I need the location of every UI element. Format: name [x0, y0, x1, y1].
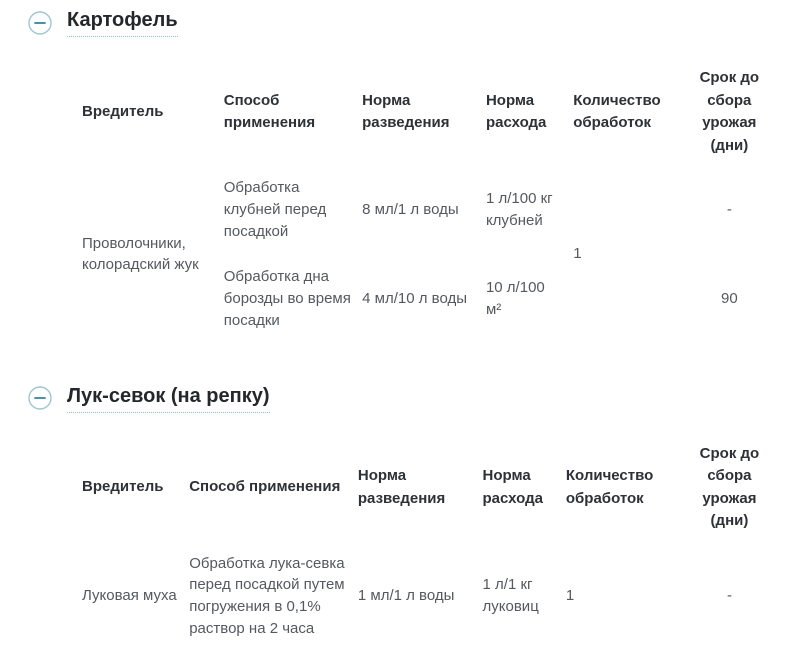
section-potato [28, 8, 776, 344]
col-header-treatments: Количество обработок [565, 467, 654, 507]
onion-pest-table [82, 435, 776, 652]
col-header-days: Срок до сбора урожая (дни) [699, 444, 760, 529]
cell-pest: Проволочники, колорадский жук [82, 234, 199, 274]
col-header-method: Способ применения [223, 91, 316, 131]
col-header-treatments: Количество обработок [573, 91, 661, 131]
cell-dilution: 8 мл/1 л воды [362, 200, 459, 218]
cell-days: - [726, 200, 732, 218]
cell-consumption: 1 л/100 кг клубней [485, 189, 553, 229]
col-header-consumption: Норма расхода [485, 91, 547, 131]
cell-method: Обработка клубней перед посадкой [223, 179, 327, 240]
section-header [28, 8, 776, 37]
section-title-onion[interactable]: Лук-севок (на репку) [67, 384, 270, 413]
cell-consumption: 10 л/100 м² [485, 279, 545, 318]
col-header-method: Способ применения [189, 478, 341, 496]
section-header [28, 384, 776, 413]
cell-pest: Луковая муха [82, 587, 177, 605]
cell-days: - [726, 587, 732, 605]
col-header-pest: Вредитель [82, 478, 164, 496]
table-row [82, 541, 776, 652]
section-title-potato[interactable]: Картофель [67, 8, 178, 37]
table-header-row [82, 59, 776, 165]
potato-pest-table [82, 59, 776, 344]
col-header-days: Срок до сбора урожая (дни) [699, 69, 760, 154]
col-header-pest: Вредитель [82, 102, 164, 120]
minus-circle-icon [28, 11, 52, 35]
minus-circle-icon [28, 386, 52, 410]
cell-treatments: 1 [565, 587, 575, 605]
collapse-toggle-button[interactable] [28, 386, 52, 410]
collapse-toggle-button[interactable] [28, 11, 52, 35]
cell-dilution: 1 мл/1 л воды [357, 587, 455, 605]
col-header-dilution: Норма разведения [362, 91, 450, 131]
col-header-consumption: Норма расхода [482, 467, 543, 507]
table-header-row [82, 435, 776, 541]
cell-days: 90 [720, 290, 738, 307]
cell-method: Обработка дна борозды во время посадки [223, 268, 351, 329]
col-header-dilution: Норма разведения [357, 467, 446, 507]
cell-dilution: 4 мл/10 л воды [362, 290, 467, 307]
cell-treatments: 1 [573, 245, 582, 263]
section-onion [28, 384, 776, 652]
table-row [82, 165, 776, 254]
cell-consumption: 1 л/1 кг луковиц [482, 576, 539, 615]
cell-method: Обработка лука-севка перед посадкой путем погружения в 0,1% раствор на 2 часа [189, 554, 345, 637]
